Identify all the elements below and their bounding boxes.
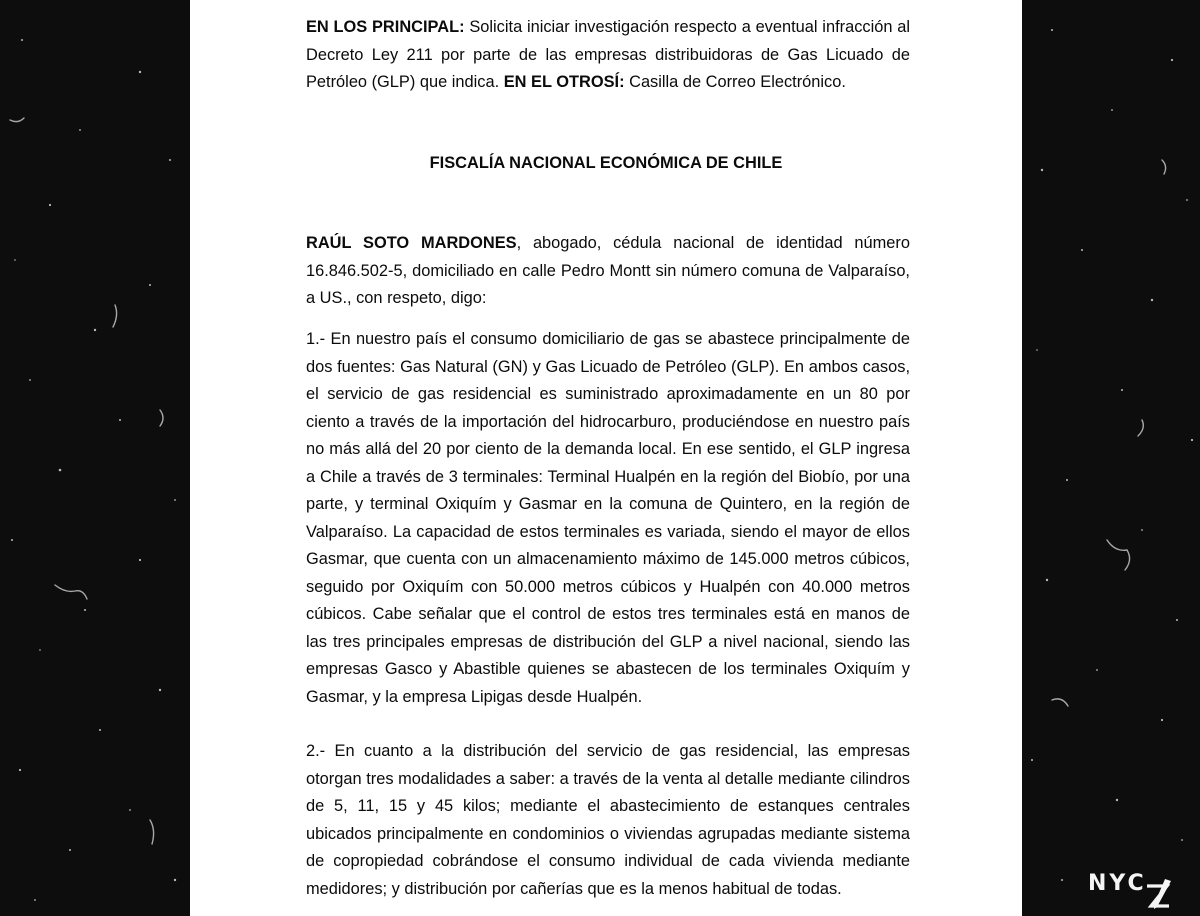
left-texture-border (0, 0, 190, 916)
otrosi-lead: EN EL OTROSÍ: (503, 73, 625, 91)
document-title: FISCALÍA NACIONAL ECONÓMICA DE CHILE (429, 154, 783, 172)
document-page (190, 0, 1022, 916)
paragraph-1: 1.- En nuestro país el consumo domiciliario de gas se abastece principalmente de dos fuentes: Gas Natural (GN) y Gas Licuado de Petróleo (GLP). En ambos casos, el servicio de gas residencial es suministrado aproximadamente en un 80 por ciento a través de la importación del hidrocarburo, produciéndose en nuestro país no más allá del 20 por ciento de la demanda local. En ese sentido, el GLP ingresa a Chile a través de 3 terminales: Terminal Hualpén en la región del Biobío, por una parte, y terminal Oxiquím y Gasmar en la comuna de Quintero, en la región de Valparaíso. La capacidad de estos terminales es variada, siendo el mayor de ellos Gasmar, que cuenta con un almacenamiento máximo de 145.000 metros cúbicos, seguido por Oxiquím con 50.000 metros cúbicos y Hualpén con 40.000 metros cúbicos. Cabe señalar que el control de estos tres terminales está en manos de las tres principales empresas de distribución del GLP a nivel nacional, siendo las empresas Gasco y Abastible quienes se abastecen de los terminales Oxiquím y Gasmar, y la empresa Lipigas desde Hualpén. (306, 330, 910, 706)
right-texture-border (1022, 0, 1200, 916)
intro-text: , abogado, cédula nacional de identidad número 16.846.502-5, domiciliado en calle Pedro Montt sin número comuna de Valparaíso, a US., con respeto, digo: (306, 234, 910, 307)
header-paragraph (306, 14, 910, 97)
author-name: RAÚL SOTO MARDONES (306, 234, 517, 252)
paragraph-2: 2.- En cuanto a la distribución del servicio de gas residencial, las empresas otorgan tres modalidades a saber: a través de la venta al detalle mediante cilindros de 5, 11, 15 y 45 kilos; mediante el abastecimiento de estanques centrales ubicados principalmente en condominios o viviendas agrupadas mediante sistema de copropiedad cobrándose el consumo individual de cada vivienda mediante medidores; y distribución por cañerías que es la menos habitual de todas. (306, 742, 910, 898)
principal-lead: EN LOS PRINCIPAL: (306, 18, 465, 36)
nyc-logo (1088, 866, 1147, 900)
otrosi-text: Casilla de Correo Electrónico. (624, 73, 846, 91)
intro-paragraph (306, 230, 910, 313)
principal-text: Solicita iniciar investigación respecto a eventual infracción al Decreto Ley 211 por parte de las empresas distribuidoras de Gas Licuado de Petróleo (GLP) que indica. (306, 18, 910, 91)
logo-text: NYC (1088, 870, 1147, 896)
